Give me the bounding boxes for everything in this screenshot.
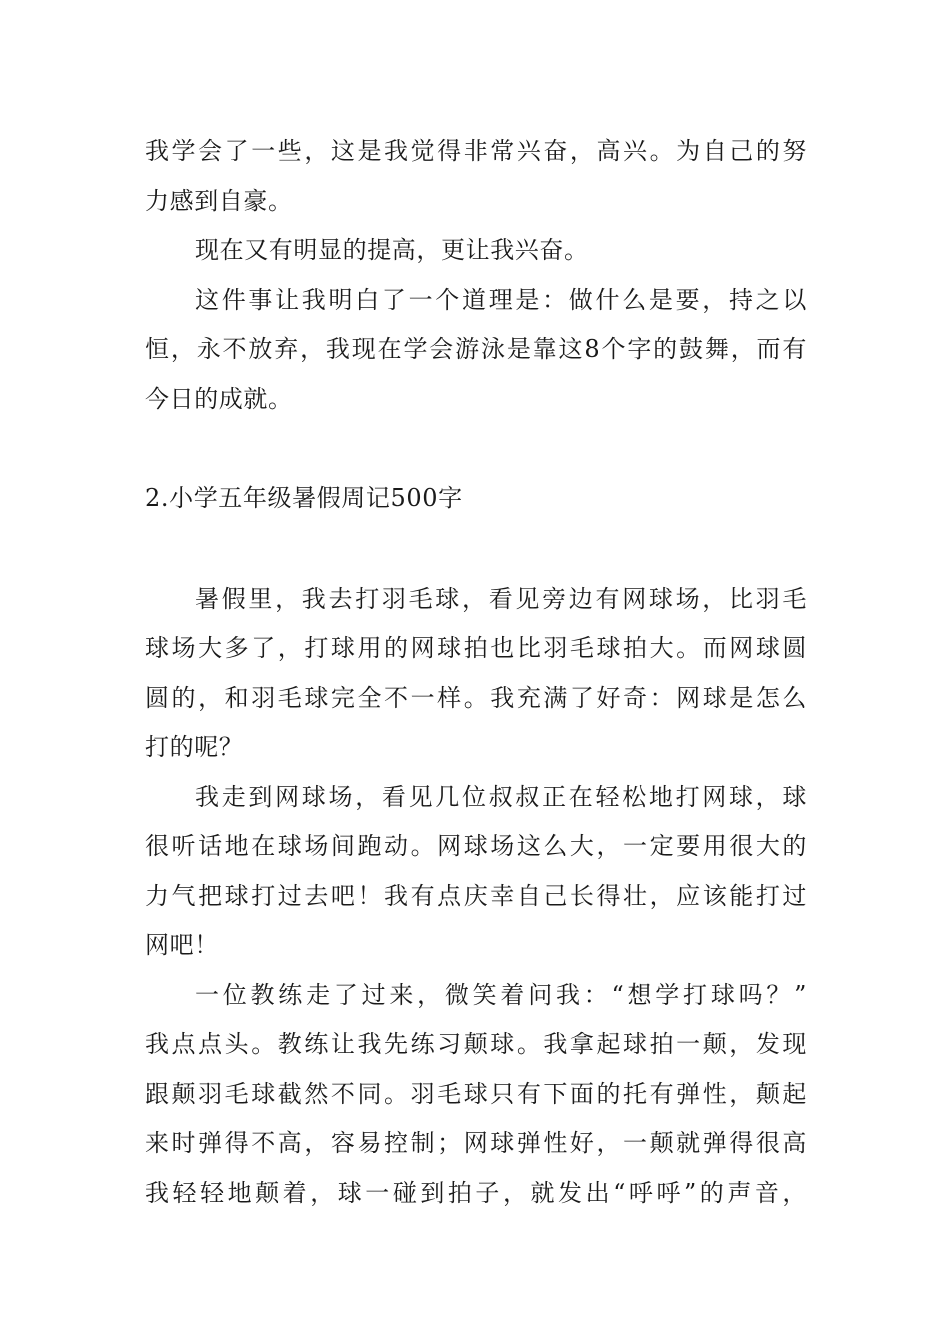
paragraph bbox=[145, 575, 807, 773]
text-line: 打的呢？ bbox=[145, 733, 244, 761]
blank-line bbox=[145, 424, 807, 474]
text-line: 来时弹得不高，容易控制；网球弹性好，一颠就弹得很高 bbox=[145, 1129, 807, 1157]
document-page bbox=[145, 127, 807, 1218]
text-line: 现在又有明显的提高，更让我兴奋。 bbox=[195, 236, 589, 264]
text-line: 我学会了一些，这是我觉得非常兴奋，高兴。为自己的努 bbox=[145, 137, 807, 165]
text-line: 今日的成就。 bbox=[145, 384, 293, 413]
text-line: 我点点头。教练让我先练习颠球。我拿起球拍一颠，发现 bbox=[145, 1030, 807, 1058]
paragraph bbox=[145, 773, 807, 971]
blank-line bbox=[145, 523, 807, 573]
text-line: 跟颠羽毛球截然不同。羽毛球只有下面的托有弹性，颠起 bbox=[145, 1079, 807, 1108]
text-line: 一位教练走了过来，微笑着问我：“想学打球吗？” bbox=[195, 980, 807, 1009]
section-heading: 2.小学五年级暑假周记500字 bbox=[145, 483, 463, 512]
text-line: 我轻轻地颠着，球一碰到拍子，就发出“呼呼”的声音， bbox=[145, 1178, 807, 1207]
text-line: 很听话地在球场间跑动。网球场这么大，一定要用很大的 bbox=[145, 832, 807, 860]
paragraph bbox=[145, 276, 807, 425]
paragraph bbox=[145, 971, 807, 1219]
text-line: 这件事让我明白了一个道理是：做什么是要，持之以 bbox=[195, 285, 807, 314]
paragraph bbox=[145, 226, 807, 276]
paragraph bbox=[145, 127, 807, 226]
text-line: 恒，永不放弃，我现在学会游泳是靠这8个字的鼓舞，而有 bbox=[145, 335, 807, 363]
text-line: 网吧！ bbox=[145, 931, 219, 959]
text-line: 我走到网球场，看见几位叔叔正在轻松地打网球，球 bbox=[195, 782, 807, 811]
text-line: 力感到自豪。 bbox=[145, 186, 293, 215]
text-line: 力气把球打过去吧！我有点庆幸自己长得壮，应该能打过 bbox=[145, 881, 807, 910]
text-line: 圆的，和羽毛球完全不一样。我充满了好奇：网球是怎么 bbox=[145, 683, 807, 712]
text-line: 球场大多了，打球用的网球拍也比羽毛球拍大。而网球圆 bbox=[145, 634, 807, 662]
text-line: 暑假里，我去打羽毛球，看见旁边有网球场，比羽毛 bbox=[195, 584, 807, 613]
